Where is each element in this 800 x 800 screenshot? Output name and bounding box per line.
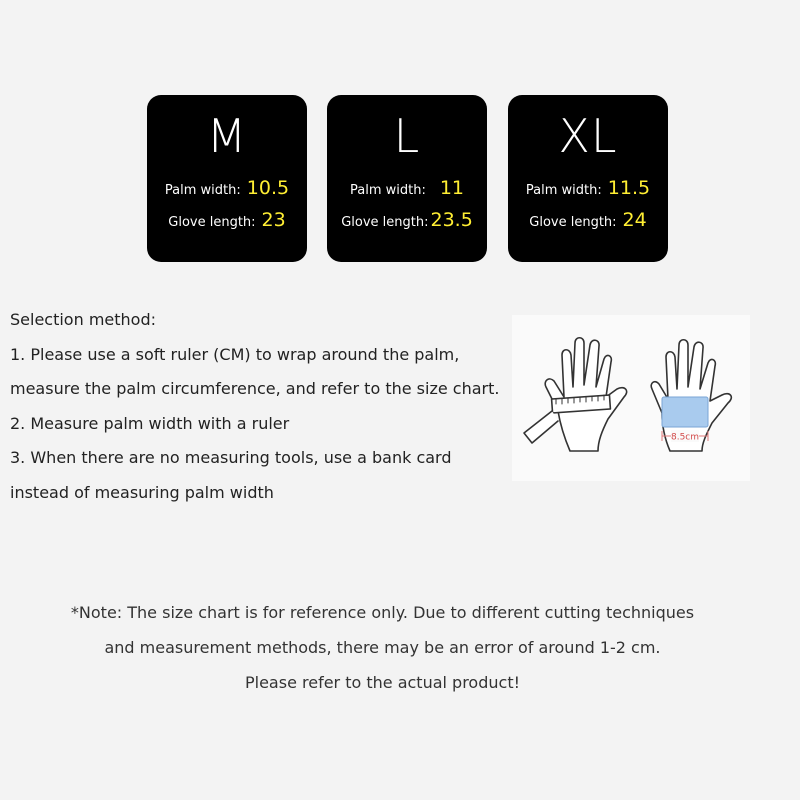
glove-length-value: 24 [622, 209, 647, 231]
size-letter: M [206, 109, 248, 163]
glove-length-row [508, 209, 668, 231]
size-letter: L [393, 109, 421, 163]
size-card-l [327, 95, 487, 262]
size-note [0, 595, 765, 700]
palm-width-label: Palm width: [164, 183, 241, 198]
glove-length-label: Glove length: [341, 215, 429, 230]
method-line: 1. Please use a soft ruler (CM) to wrap around the palm, [10, 344, 460, 364]
size-card-xl [508, 95, 668, 262]
card-width-label: 8.5cm [670, 432, 700, 443]
selection-method [10, 303, 499, 510]
hand-measure-illustration [512, 315, 750, 481]
palm-width-label: Palm width: [349, 183, 426, 198]
palm-width-row [147, 177, 307, 199]
glove-length-label: Glove length: [168, 215, 256, 230]
hand-icon [512, 315, 750, 481]
method-title: Selection method: [10, 310, 156, 329]
method-line: instead of measuring palm width [10, 482, 274, 502]
note-line: and measurement methods, there may be an error of around 1-2 cm. [104, 638, 661, 657]
palm-width-value: 11.5 [607, 177, 651, 199]
palm-width-row [508, 177, 668, 199]
glove-length-row [327, 209, 487, 231]
method-line: 2. Measure palm width with a ruler [10, 413, 290, 433]
note-line: *Note: The size chart is for reference only. Due to different cutting techniques [70, 603, 695, 622]
size-card-m [147, 95, 307, 262]
method-line: 3. When there are no measuring tools, use a bank card [10, 448, 452, 467]
palm-width-value: 11 [439, 177, 465, 199]
size-letter: XL [558, 109, 618, 163]
glove-length-value: 23 [261, 209, 286, 231]
palm-width-value: 10.5 [246, 177, 290, 199]
glove-length-label: Glove length: [529, 215, 617, 230]
glove-length-row [147, 209, 307, 231]
palm-width-row [327, 177, 487, 199]
method-line: measure the palm circumference, and refer to the size chart. [10, 379, 500, 398]
note-line: Please refer to the actual product! [244, 673, 520, 692]
glove-length-value: 23.5 [430, 209, 473, 231]
palm-width-label: Palm width: [525, 183, 602, 198]
